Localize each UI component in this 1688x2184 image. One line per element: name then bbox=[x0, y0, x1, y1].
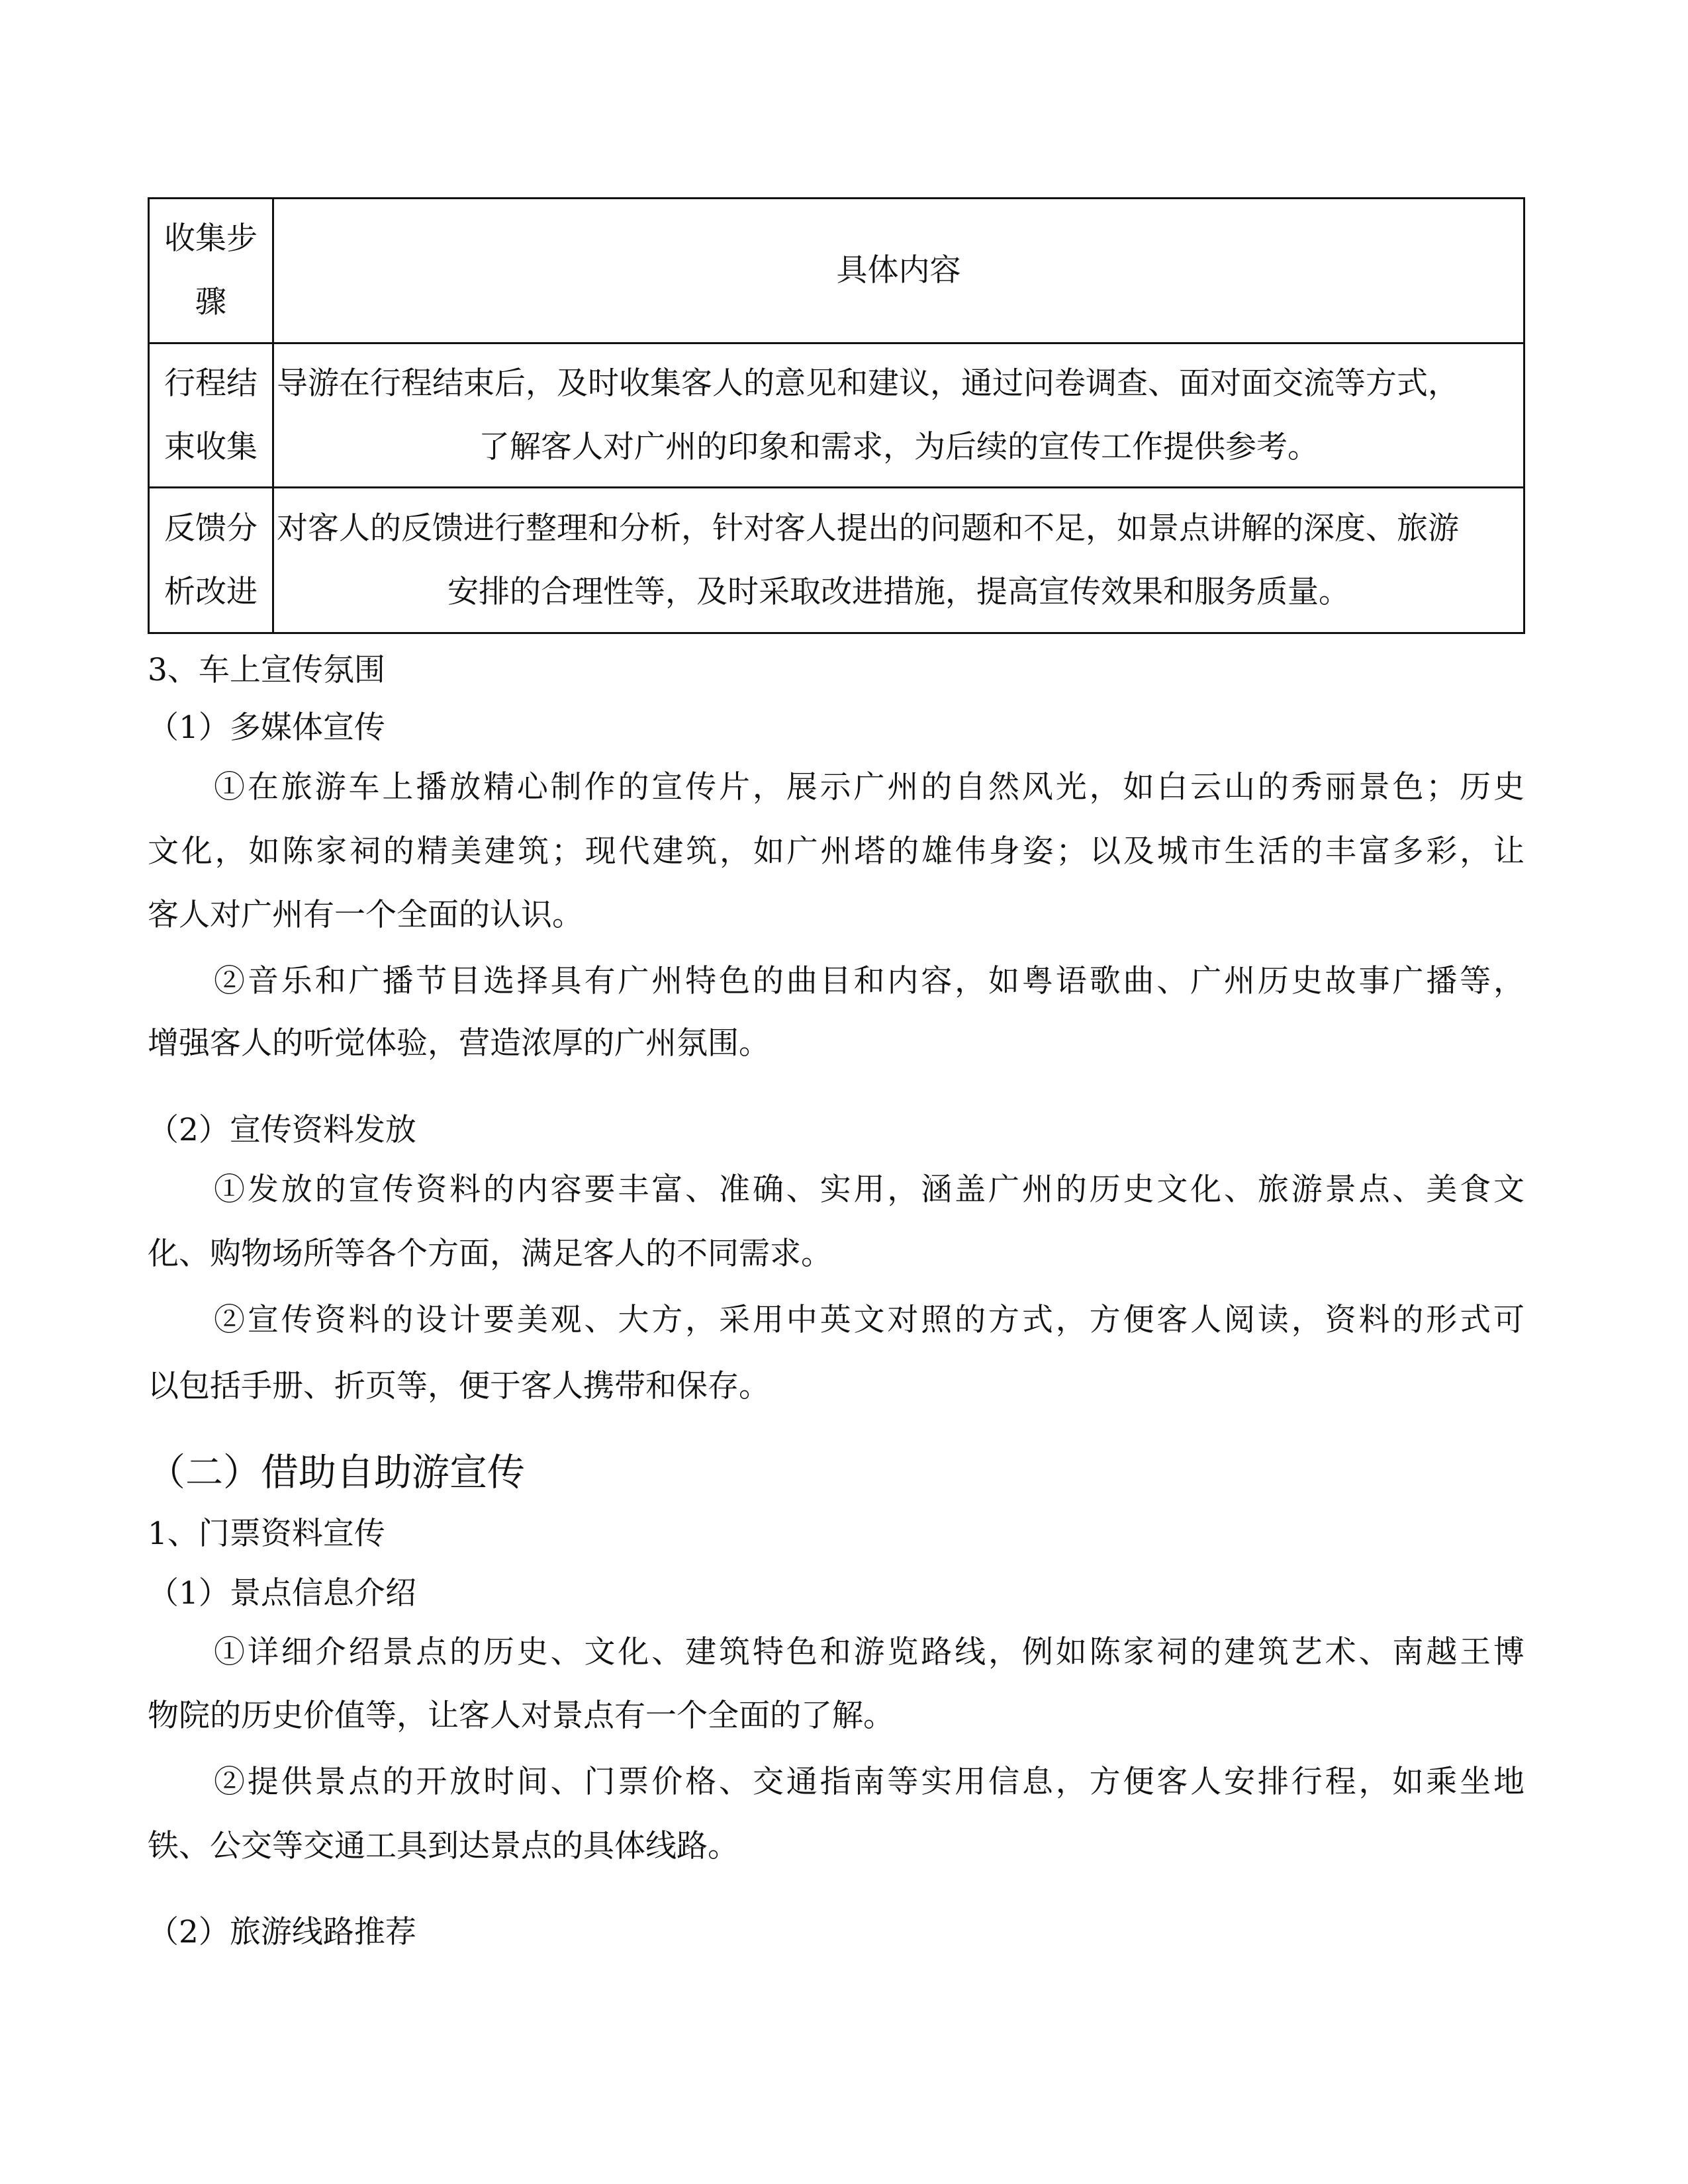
table-row bbox=[149, 488, 1524, 633]
paragraph-line: 化、购物场所等各个方面，满足客人的不同需求。 bbox=[148, 1236, 832, 1272]
subsection-heading: （2）旅游线路推荐 bbox=[148, 1914, 416, 1950]
table-row bbox=[149, 343, 1524, 488]
step-text: 析改进 bbox=[164, 573, 258, 610]
step-cell bbox=[149, 343, 273, 488]
content-text: 了解客人对广州的印象和需求，为后续的宣传工作提供参考。 bbox=[479, 428, 1319, 465]
paragraph-line: ①发放的宣传资料的内容要丰富、准确、实用，涵盖广州的历史文化、旅游景点、美食文 bbox=[214, 1171, 1524, 1208]
subsection-heading: （2）宣传资料发放 bbox=[148, 1112, 416, 1148]
paragraph-line: 铁、公交等交通工具到达景点的具体线路。 bbox=[148, 1828, 739, 1864]
table-header-row bbox=[149, 199, 1524, 343]
paragraph-line: 以包括手册、折页等，便于客人携带和保存。 bbox=[148, 1368, 770, 1404]
subsection-heading: （1）景点信息介绍 bbox=[148, 1575, 416, 1612]
step-text: 行程结 bbox=[164, 365, 258, 402]
section-heading: 1、门票资料宣传 bbox=[148, 1516, 385, 1552]
paragraph-line: ①详细介绍景点的历史、文化、建筑特色和游览路线，例如陈家祠的建筑艺术、南越王博 bbox=[214, 1634, 1524, 1670]
content-text: 导游在行程结束后，及时收集客人的意见和建议，通过问卷调查、面对面交流等方式， bbox=[277, 365, 1459, 402]
paragraph-line: ②提供景点的开放时间、门票价格、交通指南等实用信息，方便客人安排行程，如乘坐地 bbox=[214, 1764, 1524, 1800]
paragraph-line: ②音乐和广播节目选择具有广州特色的曲目和内容，如粤语歌曲、广州历史故事广播等， bbox=[214, 963, 1524, 999]
header-cell-step bbox=[149, 199, 273, 343]
header-cell-content bbox=[273, 199, 1524, 343]
content-cell bbox=[273, 343, 1524, 488]
step-cell bbox=[149, 488, 273, 633]
chapter-heading: （二）借助自助游宣传 bbox=[148, 1451, 525, 1494]
step-text: 束收集 bbox=[164, 428, 258, 465]
content-text: 安排的合理性等，及时采取改进措施，提高宣传效果和服务质量。 bbox=[447, 573, 1350, 610]
paragraph-line: 增强客人的听觉体验，营造浓厚的广州氛围。 bbox=[148, 1025, 770, 1062]
subsection-heading: （1）多媒体宣传 bbox=[148, 709, 385, 746]
paragraph-line: ②宣传资料的设计要美观、大方，采用中英文对照的方式，方便客人阅读，资料的形式可 bbox=[214, 1302, 1524, 1338]
content-cell bbox=[273, 488, 1524, 633]
section-heading: 3、车上宣传氛围 bbox=[148, 652, 385, 688]
header-text: 收集步 bbox=[164, 220, 258, 257]
paragraph-line: ①在旅游车上播放精心制作的宣传片，展示广州的自然风光，如白云山的秀丽景色；历史 bbox=[214, 769, 1524, 805]
collection-steps-table bbox=[148, 197, 1525, 634]
paragraph-line: 文化，如陈家祠的精美建筑；现代建筑，如广州塔的雄伟身姿；以及城市生活的丰富多彩，让 bbox=[148, 833, 1524, 870]
paragraph-line: 物院的历史价值等，让客人对景点有一个全面的了解。 bbox=[148, 1698, 894, 1734]
header-text: 骤 bbox=[195, 284, 226, 320]
content-text: 对客人的反馈进行整理和分析，针对客人提出的问题和不足，如景点讲解的深度、旅游 bbox=[277, 510, 1459, 547]
header-text: 具体内容 bbox=[836, 252, 961, 289]
step-text: 反馈分 bbox=[164, 510, 258, 547]
paragraph-line: 客人对广州有一个全面的认识。 bbox=[148, 897, 583, 933]
